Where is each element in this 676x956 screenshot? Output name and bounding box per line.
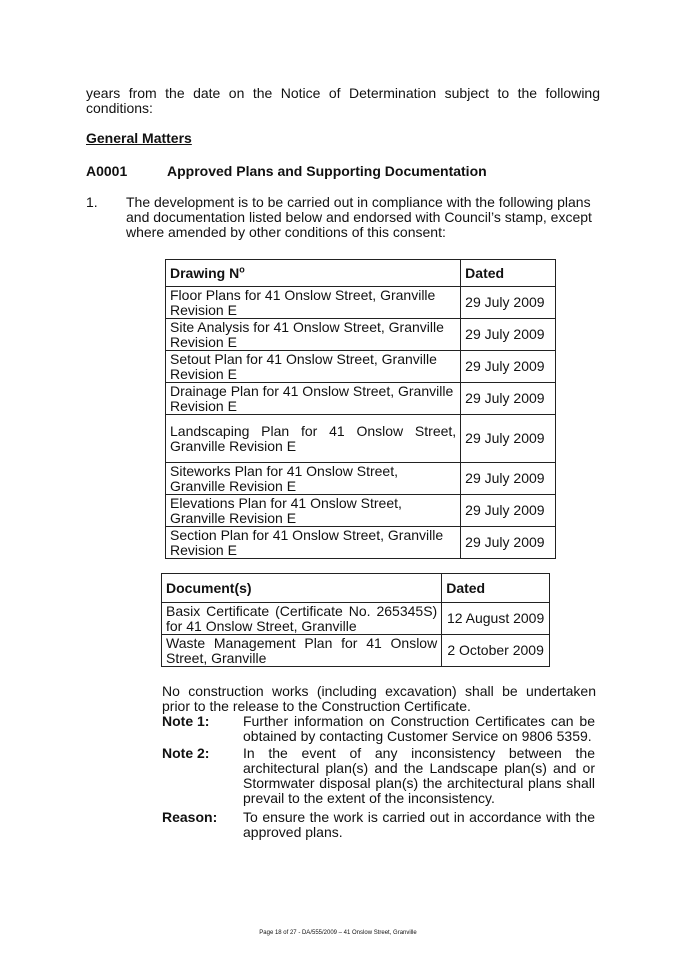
note-1-text: Further information on Construction Certificates can be obtained by contacting Customer Service on 9806 5359. <box>243 713 595 744</box>
drawings-table-header <box>166 260 556 287</box>
intro-paragraph: years from the date on the Notice of Determination subject to the following conditions: <box>86 85 600 116</box>
drawing-cell: Siteworks Plan for 41 Onslow Street, Granville Revision E <box>166 463 461 495</box>
dated-cell: 29 July 2009 <box>461 415 556 463</box>
dated-cell: 29 July 2009 <box>461 463 556 495</box>
drawing-cell: Landscaping Plan for 41 Onslow Street, Granville Revision E <box>166 415 461 463</box>
document-cell: Waste Management Plan for 41 Onslow Street, Granville <box>162 635 442 667</box>
drawing-cell: Drainage Plan for 41 Onslow Street, Granville Revision E <box>166 383 461 415</box>
table-row <box>166 495 556 527</box>
section-heading: General Matters <box>86 130 192 146</box>
reason-label: Reason: <box>162 809 218 825</box>
note-2-text: In the event of any inconsistency between the architectural plan(s) and the Landscape plan(s) and or Stormwater disposal plan(s) the architectural plans shall prevail to the extent of the inconsistency. <box>243 745 595 806</box>
dated-cell: 29 July 2009 <box>461 495 556 527</box>
table-row <box>166 527 556 559</box>
dated-cell: 29 July 2009 <box>461 287 556 319</box>
dated-cell: 29 July 2009 <box>461 319 556 351</box>
item-number: 1. <box>86 194 98 210</box>
table-row <box>166 415 556 463</box>
dated-header: Dated <box>461 260 556 287</box>
dated-cell: 2 October 2009 <box>442 635 550 667</box>
table-row <box>166 319 556 351</box>
reason-text: To ensure the work is carried out in accordance with the approved plans. <box>243 809 595 840</box>
drawing-cell: Floor Plans for 41 Onslow Street, Granville Revision E <box>166 287 461 319</box>
dated-cell: 29 July 2009 <box>461 351 556 383</box>
condition-code: A0001 <box>86 163 128 179</box>
table-row <box>162 635 550 667</box>
table-row <box>166 383 556 415</box>
item-text: The development is to be carried out in compliance with the following plans and documentation listed below and endorsed with Council’s stamp, except where amended by other conditions of this consent: <box>126 194 592 240</box>
documents-table <box>161 573 550 667</box>
drawing-cell: Elevations Plan for 41 Onslow Street, Granville Revision E <box>166 495 461 527</box>
drawings-table <box>165 259 556 559</box>
page-footer: Page 18 of 27 - DA/555/2009 – 41 Onslow Street, Granville <box>259 930 417 936</box>
drawing-no-header: Drawing $N^o$ <box>166 260 461 287</box>
document-cell: Basix Certificate (Certificate No. 265345S) for 41 Onslow Street, Granville <box>162 603 442 635</box>
condition-title: Approved Plans and Supporting Documentation <box>167 163 487 179</box>
table-row <box>166 351 556 383</box>
table-row <box>166 463 556 495</box>
dated-cell: 12 August 2009 <box>442 603 550 635</box>
drawing-cell: Setout Plan for 41 Onslow Street, Granville Revision E <box>166 351 461 383</box>
dated-header: Dated <box>442 574 550 603</box>
no-construction-paragraph: No construction works (including excavation) shall be undertaken prior to the release to the Construction Certificate. <box>162 683 596 714</box>
note-2-label: Note 2: <box>162 745 210 761</box>
drawing-cell: Section Plan for 41 Onslow Street, Granville Revision E <box>166 527 461 559</box>
drawing-cell: Site Analysis for 41 Onslow Street, Granville Revision E <box>166 319 461 351</box>
documents-table-header <box>162 574 550 603</box>
dated-cell: 29 July 2009 <box>461 383 556 415</box>
note-1-label: Note 1: <box>162 713 210 729</box>
dated-cell: 29 July 2009 <box>461 527 556 559</box>
table-row <box>166 287 556 319</box>
table-row <box>162 603 550 635</box>
document-header: Document(s) <box>162 574 442 603</box>
